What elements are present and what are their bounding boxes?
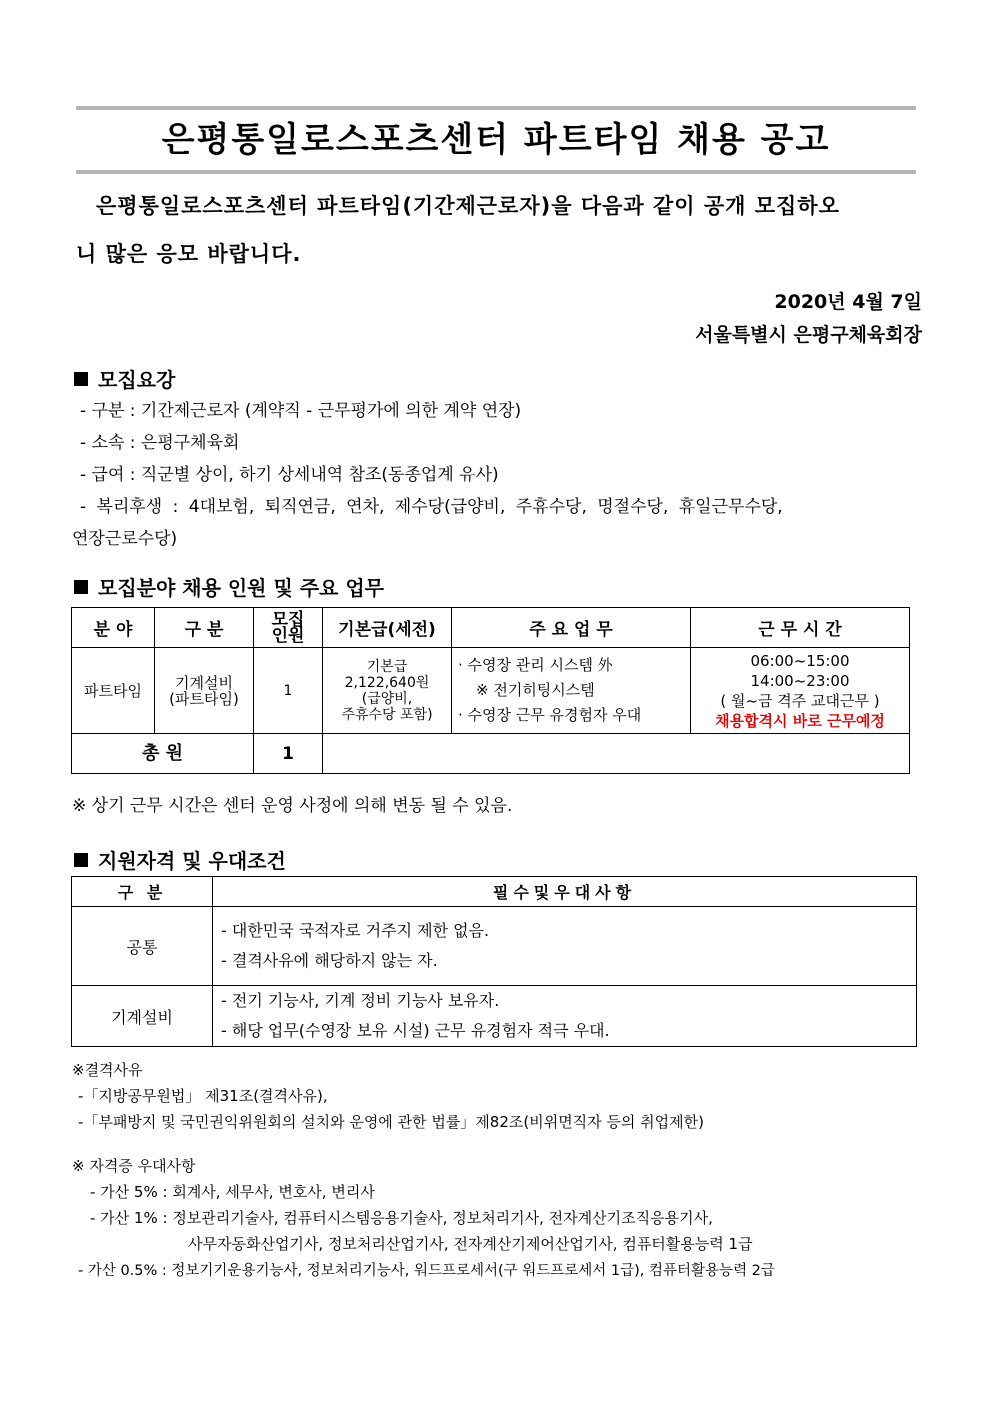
cell-field: 파트타임 xyxy=(72,648,155,734)
section-title: 모집요강 xyxy=(98,368,176,392)
row-label-mechanical: 기계설비 xyxy=(72,986,213,1047)
requirement-item: - 전기 기능사, 기계 정비 기능사 보유자. xyxy=(221,991,500,1010)
section-title: 모집분야 채용 인원 및 주요 업무 xyxy=(98,576,384,600)
cell-count: 1 xyxy=(254,648,323,734)
col-header-field: 분 야 xyxy=(72,608,155,648)
duty-item: · 수영장 근무 유경험자 우대 xyxy=(458,706,642,724)
col-header-count: 모집 인원 xyxy=(254,608,323,648)
duty-item: · 수영장 관리 시스템 外 xyxy=(458,656,613,674)
total-empty-cell xyxy=(323,734,910,774)
table-row xyxy=(72,648,910,734)
shift-time: 14:00~23:00 xyxy=(750,671,850,690)
section-positions-heading xyxy=(74,572,384,601)
cell-hours xyxy=(691,648,910,734)
title-bottom-rule xyxy=(76,170,916,174)
row-requirements xyxy=(213,986,917,1047)
recruit-item: - 소속 : 은평구체육회 xyxy=(80,433,240,453)
row-requirements xyxy=(213,907,917,986)
recruit-item: 연장근로수당) xyxy=(72,529,178,549)
section-title: 지원자격 및 우대조건 xyxy=(98,849,286,873)
square-bullet-icon xyxy=(74,853,88,867)
cert-item: - 가산 0.5% : 정보기기운용기능사, 정보처리기능사, 워드프로세서(구 워드프로세서 1급), 컴퓨터활용능력 2급 xyxy=(78,1263,775,1279)
positions-table xyxy=(71,607,910,774)
shift-note: ( 월~금 격주 교대근무 ) xyxy=(720,691,880,710)
col-header-duties: 주 요 업 무 xyxy=(452,608,691,648)
title-top-rule xyxy=(76,106,916,110)
cell-duties xyxy=(452,648,691,734)
shift-time: 06:00~15:00 xyxy=(750,651,850,670)
disqualify-heading: ※결격사유 xyxy=(72,1061,143,1079)
recruit-item: - 복리후생 : 4대보험, 퇴직연금, 연차, 제수당(급양비, 주휴수당, 명절수당, 휴일근무수당, xyxy=(80,497,783,517)
page-title: 은평통일로스포츠센터 파트타임 채용 공고 xyxy=(161,120,831,160)
section-recruitment-heading xyxy=(74,364,175,393)
qualifications-table xyxy=(71,876,917,1047)
intro-line-2: 니 많은 응모 바랍니다. xyxy=(76,242,302,266)
requirement-item: - 대한민국 국적자로 거주지 제한 없음. xyxy=(221,921,490,940)
cert-item: - 가산 5% : 회계사, 세무사, 변호사, 변리사 xyxy=(90,1183,375,1201)
cert-item: - 가산 1% : 정보관리기술사, 컴퓨터시스템응용기술사, 정보처리기사, 전자계산기조직응용기사, xyxy=(90,1209,713,1227)
recruit-item: - 구분 : 기간제근로자 (계약직 - 근무평가에 의한 계약 연장) xyxy=(80,401,522,421)
total-value: 1 xyxy=(254,734,323,774)
cell-salary: 기본급 2,122,640원 (급양비, 주휴수당 포함) xyxy=(323,648,452,734)
square-bullet-icon xyxy=(74,580,88,594)
table-row xyxy=(72,986,917,1047)
duty-item: ※ 전기히팅시스템 xyxy=(476,681,595,699)
recruit-item: - 급여 : 직군별 상이, 하기 상세내역 참조(동종업계 유사) xyxy=(80,465,499,485)
cert-item: 사무자동화산업기사, 정보처리산업기사, 전자계산기제어산업기사, 컴퓨터활용능력 1급 xyxy=(188,1235,753,1253)
col-header-type: 구 분 xyxy=(155,608,254,648)
disqualify-item: -「지방공무원법」 제31조(결격사유), xyxy=(78,1087,328,1105)
col-header-requirements: 필수및우대사항 xyxy=(213,877,917,907)
square-bullet-icon xyxy=(74,372,88,386)
requirement-item: - 해당 업무(수영장 보유 시설) 근무 유경험자 적극 우대. xyxy=(221,1021,610,1040)
announcement-date: 2020년 4월 7일 xyxy=(774,291,922,313)
intro-line-1: 은평통일로스포츠센터 파트타임(기간제근로자)을 다음과 같이 공개 모집하오 xyxy=(96,194,840,218)
total-label: 총 원 xyxy=(72,734,254,774)
disqualify-item: -「부패방지 및 국민권익위원회의 설치와 운영에 관한 법률」제82조(비위면직자 등의 취업제한) xyxy=(78,1113,704,1131)
cell-type: 기계설비 (파트타임) xyxy=(155,648,254,734)
row-label-common: 공통 xyxy=(72,907,213,986)
col-header-hours: 근 무 시 간 xyxy=(691,608,910,648)
col-header-salary: 기본급(세전) xyxy=(323,608,452,648)
col-header-category: 구 분 xyxy=(72,877,213,907)
requirement-item: - 결격사유에 해당하지 않는 자. xyxy=(221,951,438,970)
issuer-name: 서울특별시 은평구체육회장 xyxy=(695,324,922,346)
cert-heading: ※ 자격증 우대사항 xyxy=(72,1157,196,1175)
hours-change-note: ※ 상기 근무 시간은 센터 운영 사정에 의해 변동 될 수 있음. xyxy=(72,796,513,816)
table-row xyxy=(72,907,917,986)
immediate-start-note: 채용합격시 바로 근무예정 xyxy=(715,711,885,730)
section-qualifications-heading xyxy=(74,845,286,874)
